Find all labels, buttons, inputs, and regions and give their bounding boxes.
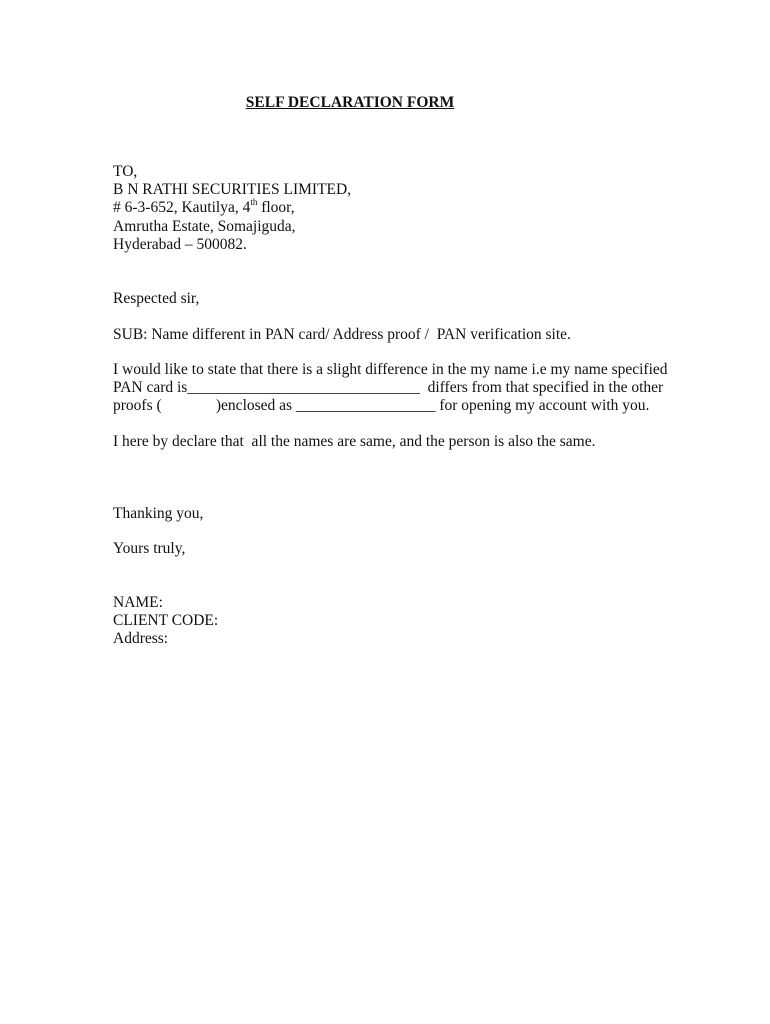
body-line-2 [113,379,663,397]
form-title: SELF DECLARATION FORM [245,94,455,111]
recipient-address-line3: Hyderabad – 500082. [113,236,247,253]
recipient-to: TO, [113,163,138,180]
salutation: Respected sir, [113,290,200,307]
body-text: differs from that specified in the other [419,379,664,396]
declaration: I here by declare that all the names are same, and the person is also the same. [113,433,596,450]
address-field-label: Address: [113,630,169,647]
ordinal-suffix: th [250,197,258,207]
body-text: proofs ( )enclosed as [113,397,296,414]
address-text: floor, [257,199,295,216]
subject-line: SUB: Name different in PAN card/ Address proof / PAN verification site. [113,326,571,343]
closing-thanks: Thanking you, [113,505,204,522]
client-code-field-label: CLIENT CODE: [113,612,219,629]
name-field-label: NAME: [113,594,163,611]
recipient-address-line2: Amrutha Estate, Somajiguda, [113,218,296,235]
address-text: # 6-3-652, Kautilya, 4 [113,199,251,216]
body-text: PAN card is [113,379,188,396]
recipient-company: B N RATHI SECURITIES LIMITED, [113,181,352,198]
closing-yours: Yours truly, [113,540,186,557]
body-text: for opening my account with you. [435,397,650,414]
pan-name-blank[interactable]: ______________________________ [187,379,420,396]
body-line-1: I would like to state that there is a slight difference in the my name i.e my name specified [113,361,668,378]
recipient-address-line1 [113,199,295,217]
enclosed-as-blank[interactable]: __________________ [295,397,436,414]
body-line-3 [113,397,649,415]
